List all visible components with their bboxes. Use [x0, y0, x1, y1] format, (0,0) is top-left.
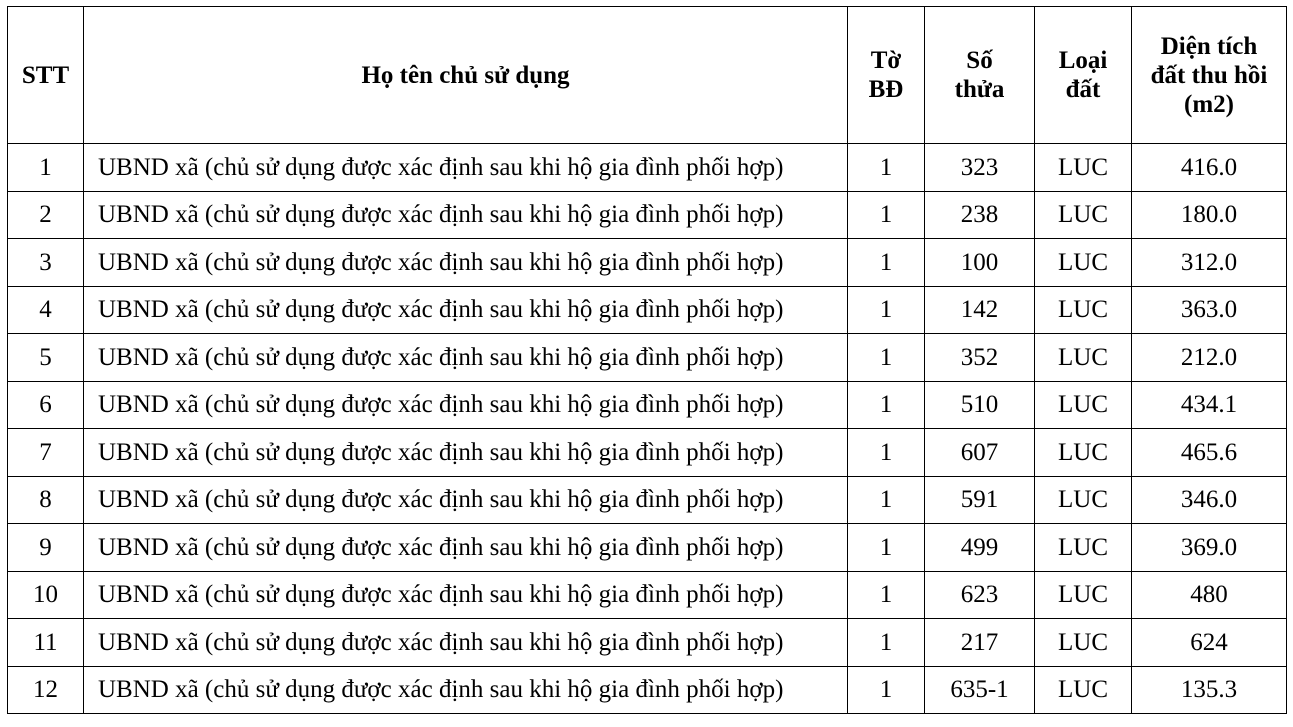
- header-map-sheet: [848, 7, 925, 144]
- cell-owner: UBND xã (chủ sử dụng được xác định sau khi hộ gia đình phối hợp): [84, 144, 848, 192]
- cell-stt: 11: [8, 619, 84, 667]
- cell-map-sheet: 1: [848, 286, 925, 334]
- header-parcel-no-line-2: thửa: [954, 76, 1005, 103]
- cell-map-sheet: 1: [848, 191, 925, 239]
- cell-owner: UBND xã (chủ sử dụng được xác định sau khi hộ gia đình phối hợp): [84, 666, 848, 714]
- cell-area: 465.6: [1132, 429, 1287, 477]
- cell-land-type: LUC: [1035, 619, 1132, 667]
- cell-area: 369.0: [1132, 524, 1287, 572]
- cell-parcel-no: 510: [925, 381, 1035, 429]
- header-parcel-no-line-1: Số: [966, 47, 993, 74]
- table-row: [8, 476, 1287, 524]
- table-row: [8, 524, 1287, 572]
- cell-area: 480: [1132, 571, 1287, 619]
- cell-map-sheet: 1: [848, 334, 925, 382]
- cell-land-type: LUC: [1035, 571, 1132, 619]
- cell-owner: UBND xã (chủ sử dụng được xác định sau khi hộ gia đình phối hợp): [84, 524, 848, 572]
- cell-area: 212.0: [1132, 334, 1287, 382]
- table-row: [8, 619, 1287, 667]
- cell-land-type: LUC: [1035, 191, 1132, 239]
- land-recovery-table-container: [7, 6, 1287, 714]
- header-owner: [84, 7, 848, 144]
- cell-map-sheet: 1: [848, 524, 925, 572]
- cell-map-sheet: 1: [848, 381, 925, 429]
- cell-map-sheet: 1: [848, 571, 925, 619]
- cell-owner: UBND xã (chủ sử dụng được xác định sau khi hộ gia đình phối hợp): [84, 286, 848, 334]
- cell-stt: 5: [8, 334, 84, 382]
- table-row: [8, 286, 1287, 334]
- cell-land-type: LUC: [1035, 239, 1132, 287]
- header-map-sheet-line-1: Tờ: [870, 47, 902, 74]
- header-map-sheet-line-2: BĐ: [868, 76, 904, 103]
- header-row: [8, 7, 1287, 144]
- cell-map-sheet: 1: [848, 429, 925, 477]
- table-row: [8, 191, 1287, 239]
- cell-parcel-no: 591: [925, 476, 1035, 524]
- cell-stt: 4: [8, 286, 84, 334]
- cell-parcel-no: 323: [925, 144, 1035, 192]
- cell-owner: UBND xã (chủ sử dụng được xác định sau khi hộ gia đình phối hợp): [84, 571, 848, 619]
- cell-stt: 10: [8, 571, 84, 619]
- header-land-type-line-1: Loại: [1058, 47, 1108, 74]
- cell-owner: UBND xã (chủ sử dụng được xác định sau khi hộ gia đình phối hợp): [84, 619, 848, 667]
- cell-area: 416.0: [1132, 144, 1287, 192]
- header-area-line-3: (m2): [1184, 90, 1234, 118]
- cell-parcel-no: 238: [925, 191, 1035, 239]
- cell-map-sheet: 1: [848, 666, 925, 714]
- cell-parcel-no: 607: [925, 429, 1035, 477]
- table-row: [8, 571, 1287, 619]
- land-recovery-table: [7, 6, 1287, 714]
- cell-map-sheet: 1: [848, 619, 925, 667]
- header-area-line-1: Diện tích: [1160, 32, 1258, 60]
- cell-area: 346.0: [1132, 476, 1287, 524]
- cell-stt: 6: [8, 381, 84, 429]
- cell-parcel-no: 352: [925, 334, 1035, 382]
- cell-stt: 8: [8, 476, 84, 524]
- header-stt: [8, 7, 84, 144]
- cell-area: 624: [1132, 619, 1287, 667]
- cell-land-type: LUC: [1035, 524, 1132, 572]
- cell-land-type: LUC: [1035, 666, 1132, 714]
- cell-stt: 2: [8, 191, 84, 239]
- cell-area: 363.0: [1132, 286, 1287, 334]
- table-row: [8, 429, 1287, 477]
- cell-map-sheet: 1: [848, 144, 925, 192]
- cell-owner: UBND xã (chủ sử dụng được xác định sau khi hộ gia đình phối hợp): [84, 191, 848, 239]
- cell-stt: 3: [8, 239, 84, 287]
- cell-area: 180.0: [1132, 191, 1287, 239]
- cell-parcel-no: 142: [925, 286, 1035, 334]
- table-row: [8, 239, 1287, 287]
- header-stt-label: STT: [21, 61, 70, 89]
- cell-land-type: LUC: [1035, 429, 1132, 477]
- cell-owner: UBND xã (chủ sử dụng được xác định sau khi hộ gia đình phối hợp): [84, 334, 848, 382]
- cell-area: 312.0: [1132, 239, 1287, 287]
- cell-land-type: LUC: [1035, 381, 1132, 429]
- cell-stt: 1: [8, 144, 84, 192]
- cell-stt: 9: [8, 524, 84, 572]
- header-owner-label: Họ tên chủ sử dụng: [361, 61, 570, 89]
- cell-map-sheet: 1: [848, 239, 925, 287]
- cell-area: 135.3: [1132, 666, 1287, 714]
- cell-parcel-no: 635-1: [925, 666, 1035, 714]
- cell-parcel-no: 623: [925, 571, 1035, 619]
- header-land-type-line-2: đất: [1065, 76, 1101, 103]
- cell-map-sheet: 1: [848, 476, 925, 524]
- cell-land-type: LUC: [1035, 476, 1132, 524]
- cell-parcel-no: 499: [925, 524, 1035, 572]
- cell-stt: 7: [8, 429, 84, 477]
- header-area: [1132, 7, 1287, 144]
- cell-land-type: LUC: [1035, 334, 1132, 382]
- cell-stt: 12: [8, 666, 84, 714]
- cell-owner: UBND xã (chủ sử dụng được xác định sau khi hộ gia đình phối hợp): [84, 476, 848, 524]
- cell-owner: UBND xã (chủ sử dụng được xác định sau khi hộ gia đình phối hợp): [84, 239, 848, 287]
- cell-area: 434.1: [1132, 381, 1287, 429]
- table-row: [8, 144, 1287, 192]
- cell-land-type: LUC: [1035, 144, 1132, 192]
- table-row: [8, 334, 1287, 382]
- table-row: [8, 666, 1287, 714]
- header-area-line-2: đất thu hồi: [1150, 61, 1268, 89]
- cell-land-type: LUC: [1035, 286, 1132, 334]
- header-land-type: [1035, 7, 1132, 144]
- header-parcel-no: [925, 7, 1035, 144]
- cell-parcel-no: 100: [925, 239, 1035, 287]
- cell-parcel-no: 217: [925, 619, 1035, 667]
- table-row: [8, 381, 1287, 429]
- cell-owner: UBND xã (chủ sử dụng được xác định sau khi hộ gia đình phối hợp): [84, 429, 848, 477]
- cell-owner: UBND xã (chủ sử dụng được xác định sau khi hộ gia đình phối hợp): [84, 381, 848, 429]
